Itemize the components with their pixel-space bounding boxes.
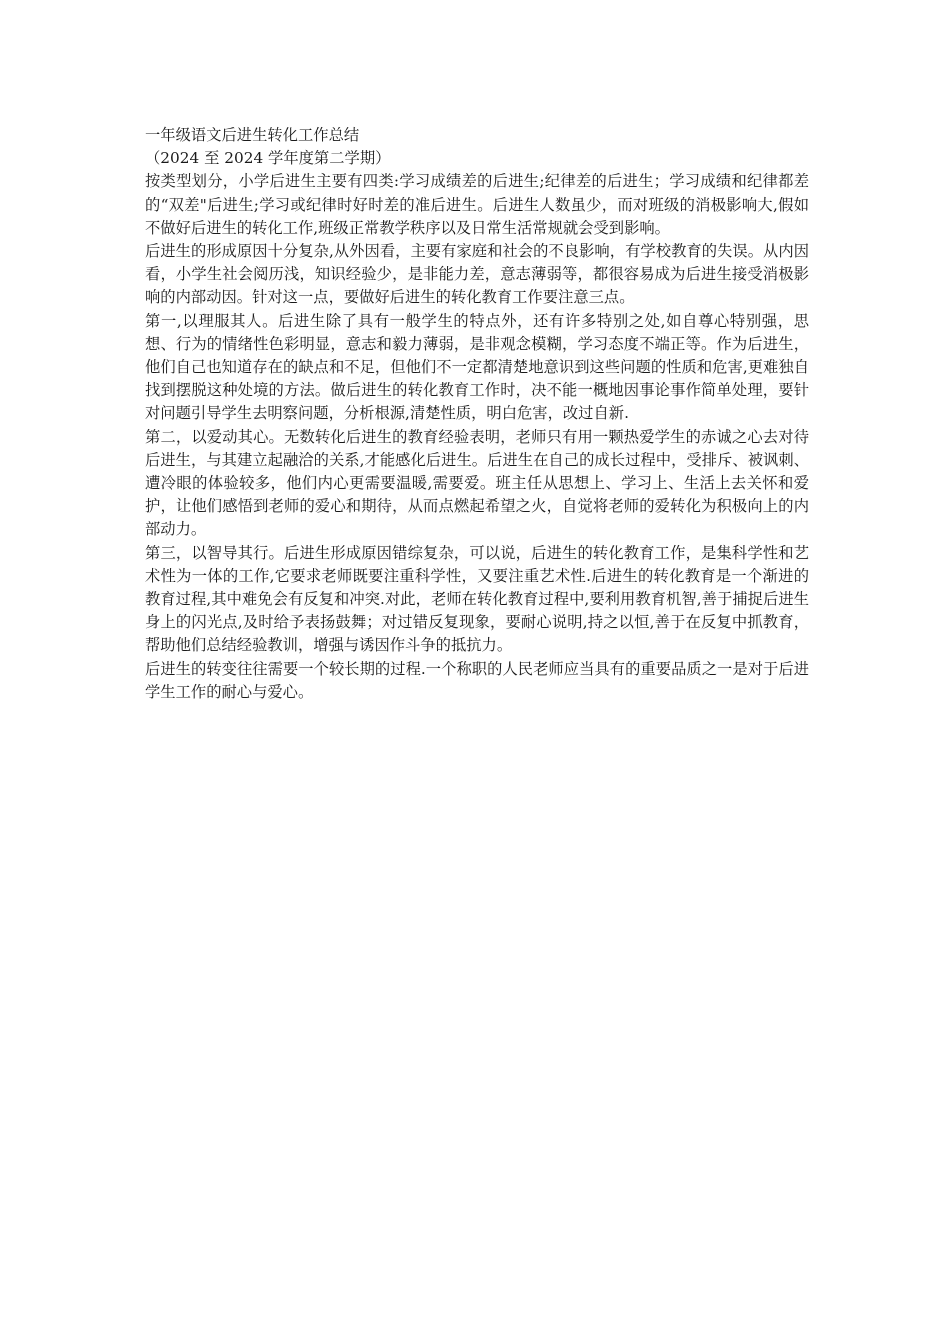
paragraph-classification: 按类型划分，小学后进生主要有四类:学习成绩差的后进生;纪律差的后进生；学习成绩和纪律都差的“双差"后进生;学习或纪律时好时差的准后进生。后进生人数虽少，而对班级的消极影响大,假如不做好后进生的转化工作,班级正常教学秩序以及日常生活常规就会受到影响。 [145,172,809,237]
paragraph-third-point: 第三，以智导其行。后进生形成原因错综复杂，可以说，后进生的转化教育工作，是集科学性和艺术性为一体的工作,它要求老师既要注重科学性，又要注重艺术性.后进生的转化教育是一个渐进的教育过程,其中难免会有反复和冲突.对此，老师在转化教育过程中,要利用教育机智,善于捕捉后进生身上的闪光点,及时给予表扬鼓舞；对过错反复现象，要耐心说明,持之以恒,善于在反复中抓教育，帮助他们总结经验教训，增强与诱因作斗争的抵抗力。 [145,543,809,655]
paragraph-first-point: 第一,以理服其人。后进生除了具有一般学生的特点外，还有许多特别之处,如自尊心特别强，思想、行为的情绪性色彩明显，意志和毅力薄弱，是非观念模糊，学习态度不端正等。作为后进生，他们自己也知道存在的缺点和不足，但他们不一定都清楚地意识到这些问题的性质和危害,更难独自找到摆脱这种处境的方法。做后进生的转化教育工作时，决不能一概地因事论事作简单处理，要针对问题引导学生去明察问题，分析根源,清楚性质，明白危害，改过自新. [145,311,809,423]
document-title: 一年级语文后进生转化工作总结 [145,126,360,144]
document-subtitle: （2024 至 2024 学年度第二学期） [145,149,391,168]
paragraph-second-point: 第二，以爱动其心。无数转化后进生的教育经验表明，老师只有用一颗热爱学生的赤诚之心去对待后进生，与其建立起融洽的关系,才能感化后进生。后进生在自己的成长过程中，受排斥、被讽刺、遭冷眼的体验较多，他们内心更需要温暖,需要爱。班主任从思想上、学习上、生活上去关怀和爱护，让他们感悟到老师的爱心和期待，从而点燃起希望之火，自觉将老师的爱转化为积极向上的内部动力。 [145,427,809,539]
document-body [145,124,809,704]
paragraph-causes: 后进生的形成原因十分复杂,从外因看，主要有家庭和社会的不良影响，有学校教育的失误。从内因看，小学生社会阅历浅，知识经验少，是非能力差，意志薄弱等，都很容易成为后进生接受消极影响的内部动因。针对这一点，要做好后进生的转化教育工作要注意三点。 [145,242,809,307]
paragraph-conclusion: 后进生的转变往往需要一个较长期的过程.一个称职的人民老师应当具有的重要品质之一是对于后进学生工作的耐心与爱心。 [145,659,809,701]
